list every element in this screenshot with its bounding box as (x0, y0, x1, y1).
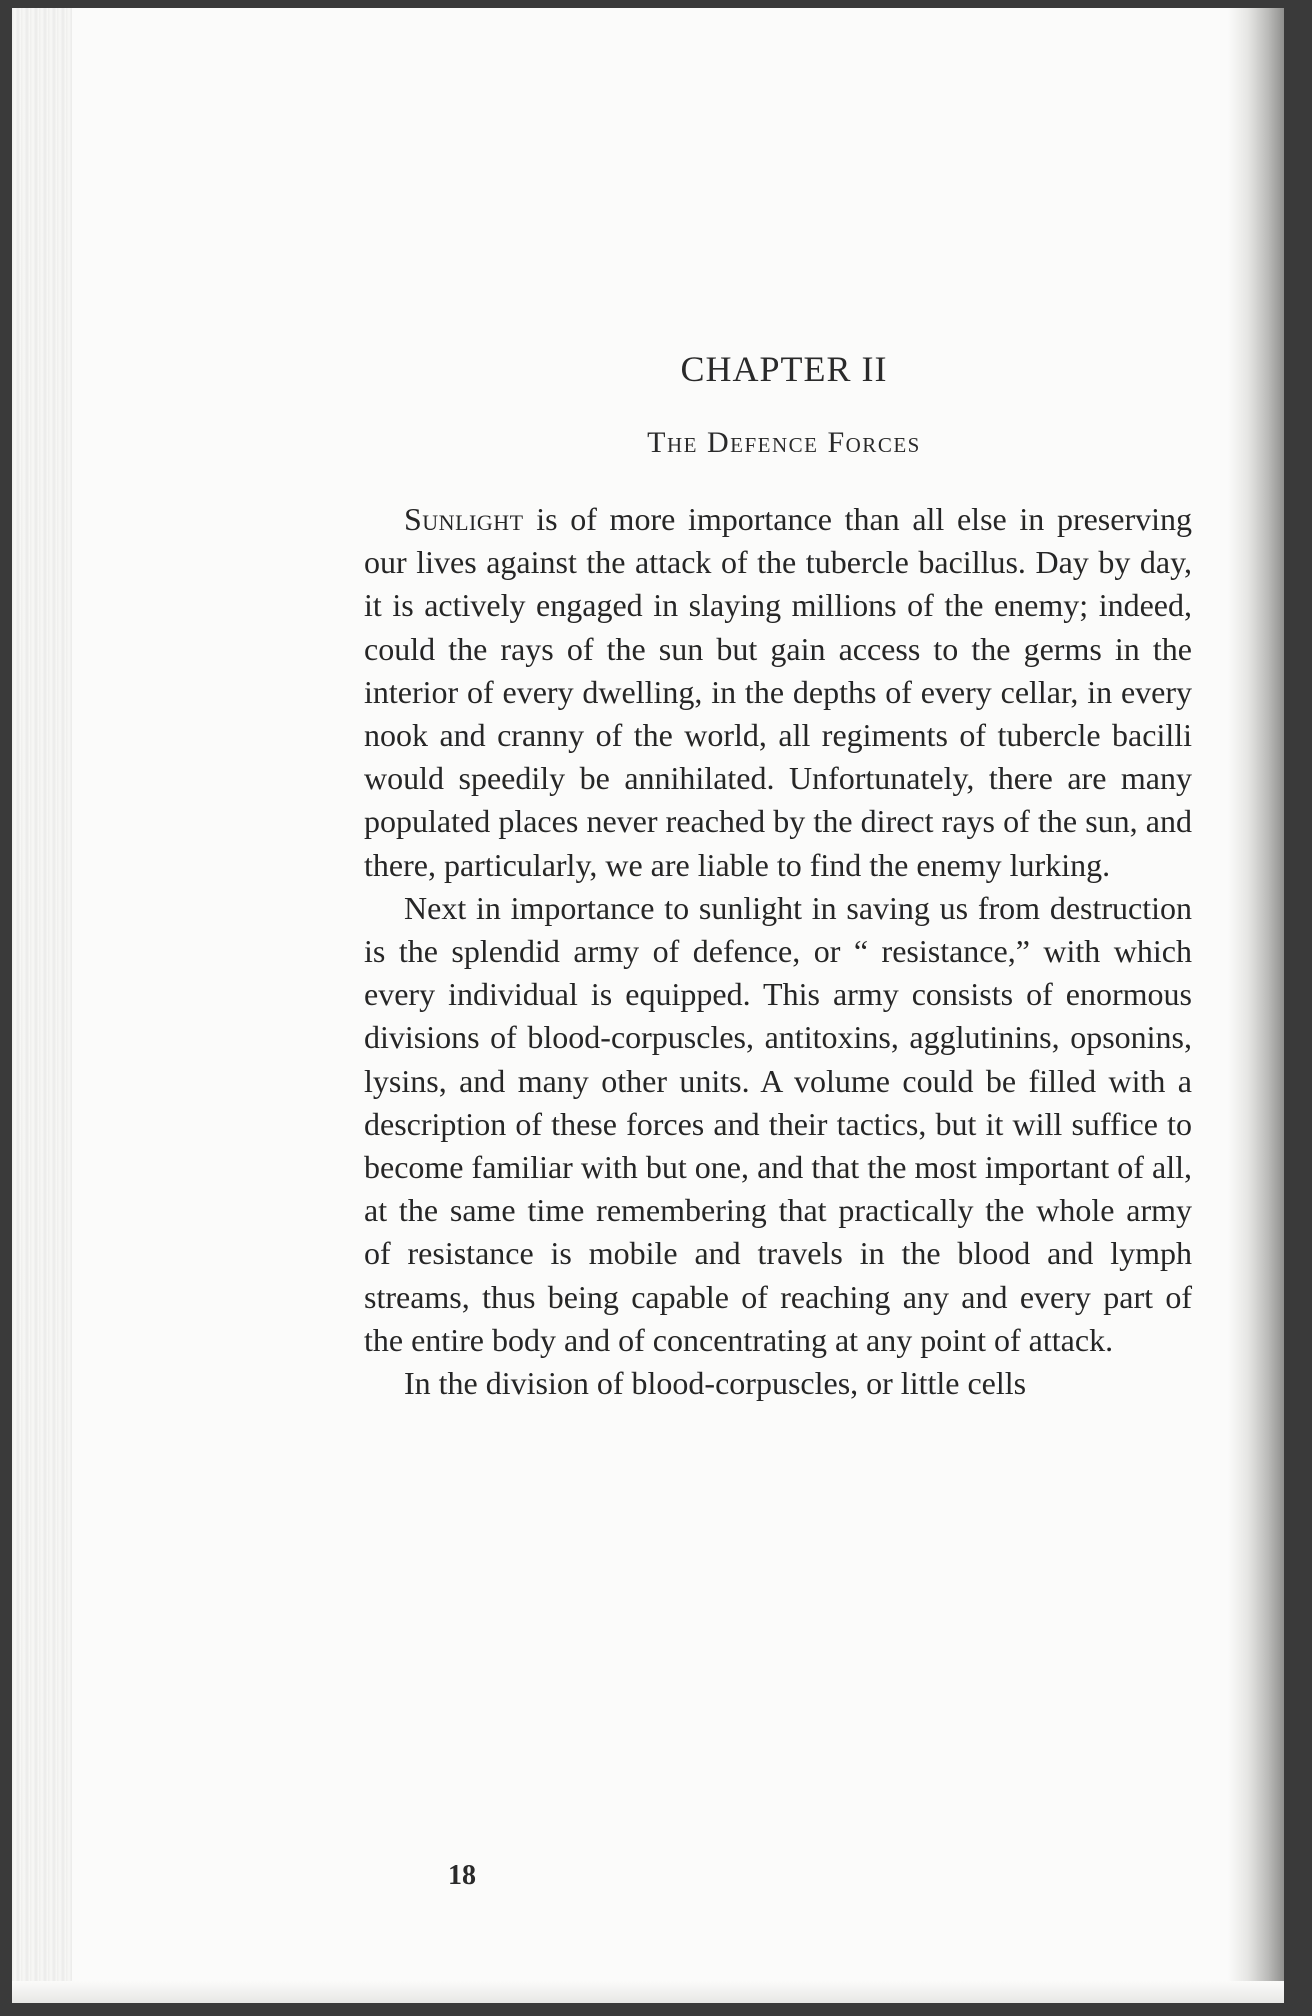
book-page (12, 8, 1284, 2003)
paragraph-1-text: is of more importance than all else in preserving our lives against the attack of the tubercle bacillus. Day by day, it is actively engaged in slaying millions of the enemy; indeed, could the rays of the sun but gain access to the germs in the interior of every dwelling, in the depths of every cellar, in every nook and cranny of the world, all regiments of tubercle bacilli would speedily be annihilated. Unfortunately, there are many populated places never reached by the direct rays of the sun, and there, particularly, we are liable to find the enemy lurking. (364, 501, 1192, 883)
chapter-subtitle: The Defence Forces (647, 426, 921, 459)
page-edge-bottom (12, 1981, 1284, 2003)
paragraph-3: In the division of blood-corpuscles, or little cells (404, 1365, 1027, 1402)
paragraph-1 (364, 498, 1192, 887)
body-text (364, 498, 1192, 1405)
paragraph-2: Next in importance to sunlight in saving us from destruction is the splendid army of defence, or “ resistance,” with which every individual is equipped. This army consists of enormous divisions of blood-corpuscles, antitoxins, agglutinins, opsonins, lysins, and many other units. A volume could be filled with a description of these forces and their tactics, but it will suffice to become familiar with but one, and that the most important of all, at the same time remembering that practically the whole army of resistance is mobile and travels in the blood and lymph streams, thus being capable of reaching any and every part of the entire body and of concentrating at any point of attack. (364, 889, 1192, 1358)
chapter-heading: CHAPTER II (680, 349, 888, 389)
page-gutter-shadow (1228, 8, 1284, 2003)
page-number: 18 (448, 1860, 476, 1891)
paragraph-lead-word: Sunlight (404, 501, 524, 537)
page-edge-left (12, 8, 72, 2003)
